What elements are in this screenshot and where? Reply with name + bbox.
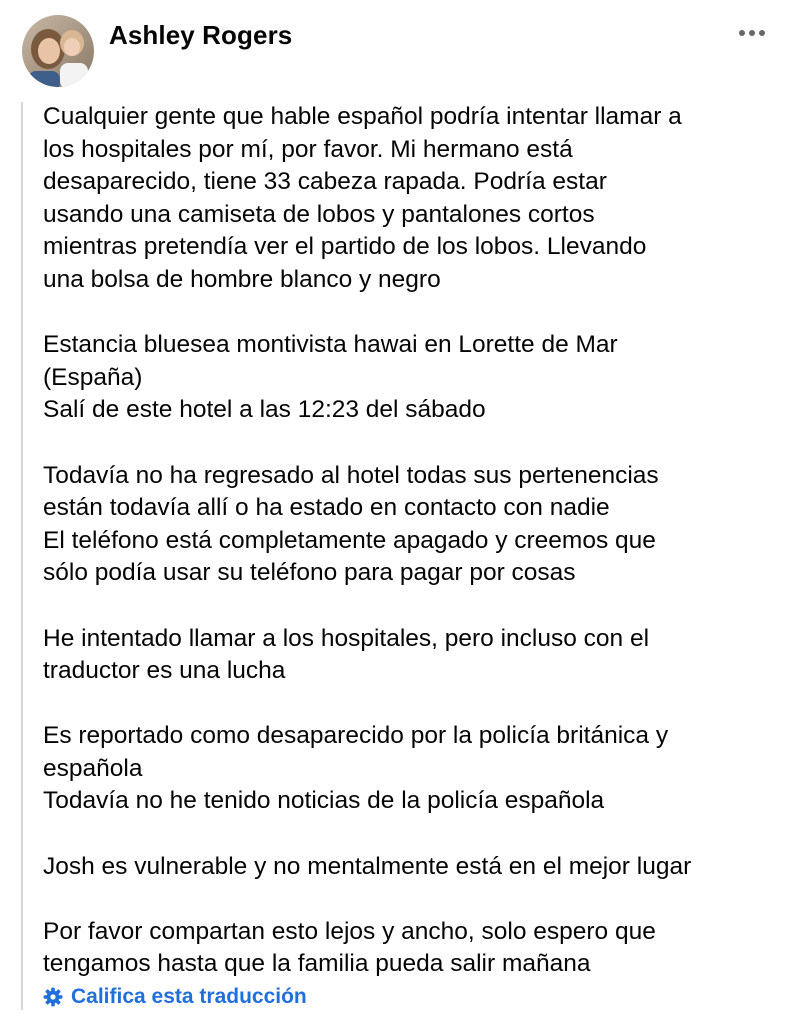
post-text-line: los hospitales por mí, por favor. Mi hermano está <box>43 135 573 163</box>
post-text-line: están todavía allí o ha estado en contacto con nadie <box>43 494 610 522</box>
gear-icon <box>43 987 63 1007</box>
post-paragraph <box>43 916 778 981</box>
rate-translation-link[interactable] <box>43 983 307 1011</box>
post-text-line: Salí de este hotel a las 12:23 del sábado <box>43 396 486 424</box>
author-avatar[interactable] <box>22 15 94 87</box>
post-paragraph <box>43 623 778 688</box>
post-paragraph <box>43 101 778 297</box>
post-paragraph <box>43 329 778 427</box>
more-options-icon <box>739 30 745 36</box>
post-text-line: una bolsa de hombre blanco y negro <box>43 265 441 293</box>
post-text-line: usando una camiseta de lobos y pantalones cortos <box>43 200 595 228</box>
post-paragraph <box>43 851 778 884</box>
post-text-line: española <box>43 754 143 782</box>
post-text-line: He intentado llamar a los hospitales, pero incluso con el <box>43 624 650 652</box>
post-text-line: Todavía no he tenido noticias de la policía española <box>43 787 605 815</box>
post-header <box>0 0 792 100</box>
author-name[interactable]: Ashley Rogers <box>109 20 293 50</box>
rate-translation-label[interactable]: Califica esta traducción <box>71 985 307 1008</box>
post-text-line: (España) <box>43 363 143 391</box>
translation-quote-bar <box>21 102 23 1010</box>
post-text-line: Todavía no ha regresado al hotel todas sus pertenencias <box>43 461 659 489</box>
post-text-line: tengamos hasta que la familia pueda salir mañana <box>43 950 591 978</box>
post-text-line: Josh es vulnerable y no mentalmente está en el mejor lugar <box>43 852 692 880</box>
more-options-icon <box>759 30 765 36</box>
post-paragraph <box>43 720 778 818</box>
post-text-line: traductor es una lucha <box>43 657 286 685</box>
more-options-button[interactable] <box>730 18 774 48</box>
post-text-line: sólo podía usar su teléfono para pagar por cosas <box>43 559 576 587</box>
post-text-line: Por favor compartan esto lejos y ancho, solo espero que <box>43 917 656 945</box>
post-text-line: mientras pretendía ver el partido de los lobos. Llevando <box>43 233 647 261</box>
post-text-line: Cualquier gente que hable español podría intentar llamar a <box>43 103 682 130</box>
profile-photo-icon <box>22 15 94 87</box>
post-text-line: desaparecido, tiene 33 cabeza rapada. Podría estar <box>43 168 607 196</box>
post-text-line: Es reportado como desaparecido por la policía británica y <box>43 722 669 750</box>
post-paragraph <box>43 460 778 590</box>
more-options-icon <box>749 30 755 36</box>
post-text-line: El teléfono está completamente apagado y creemos que <box>43 526 656 554</box>
post-text-line: Estancia bluesea montivista hawai en Lorette de Mar <box>43 331 618 359</box>
post-text <box>43 101 778 981</box>
